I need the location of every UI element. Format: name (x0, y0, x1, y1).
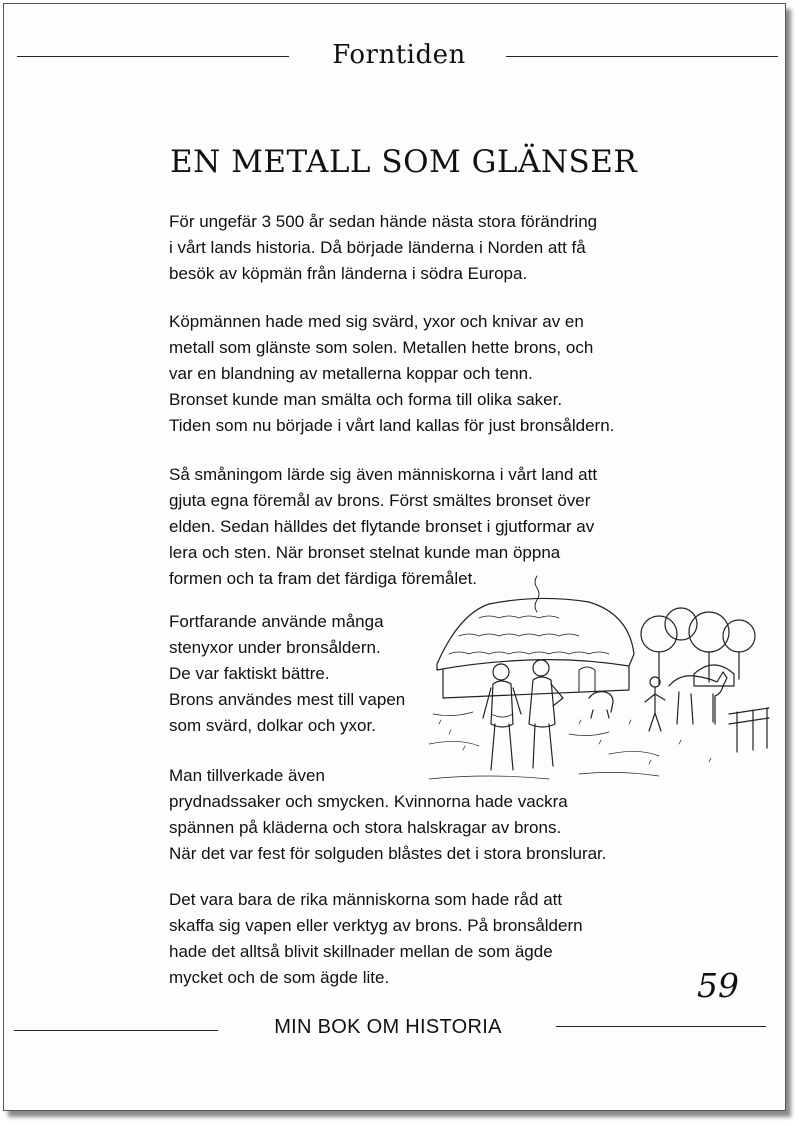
header-rule-left (17, 56, 289, 57)
header-rule-right (506, 56, 778, 57)
text-line: elden. Sedan hälldes det flytande bronset i gjutformar av (169, 517, 595, 536)
text-line: Fortfarande använde många (169, 612, 384, 631)
text-line: mycket och de som ägde lite. (169, 968, 390, 987)
text-line: För ungefär 3 500 år sedan hände nästa stora förändring (169, 212, 598, 231)
text-line: var en blandning av metallerna koppar och tenn. (169, 364, 533, 383)
paragraph-1 (169, 209, 597, 287)
footer-book-title: MIN BOK OM HISTORIA (274, 1016, 502, 1038)
text-line: Tiden som nu började i vårt land kallas för just bronsåldern. (169, 416, 615, 435)
chapter-title: EN METALL SOM GLÄNSER (170, 144, 638, 180)
paragraph-6 (169, 887, 583, 991)
bronze-age-village-illustration-icon (429, 574, 774, 789)
text-line: När det var fest för solguden blåstes det i stora bronslurar. (169, 844, 607, 863)
text-line: Köpmännen hade med sig svärd, yxor och knivar av en (169, 312, 584, 331)
text-line: i vårt lands historia. Då började länderna i Norden att få (169, 238, 586, 257)
text-line: lera och sten. När bronset stelnat kunde man öppna (169, 543, 561, 562)
text-line: De var faktiskt bättre. (169, 664, 330, 683)
text-line: Det vara bara de rika människorna som hade råd att (169, 890, 563, 909)
paragraph-3 (169, 462, 597, 592)
text-line: Så småningom lärde sig även människorna i vårt land att (169, 465, 598, 484)
text-line: Man tillverkade även (169, 766, 325, 785)
text-line: formen och ta fram det färdiga föremålet. (169, 569, 478, 588)
text-line: spännen på kläderna och stora halskragar av brons. (169, 818, 562, 837)
paragraph-2 (169, 309, 614, 439)
text-line: hade det alltså blivit skillnader mellan de som ägde (169, 942, 553, 961)
text-line: metall som glänste som solen. Metallen hette brons, och (169, 338, 594, 357)
text-line: stenyxor under bronsåldern. (169, 638, 381, 657)
page-number: 59 (697, 966, 739, 1005)
paragraph-4 (169, 609, 405, 739)
text-line: Bronset kunde man smälta och forma till olika saker. (169, 390, 563, 409)
text-line: gjuta egna föremål av brons. Först smältes bronset över (169, 491, 591, 510)
text-line: som svärd, dolkar och yxor. (169, 716, 376, 735)
text-line: besök av köpmän från länderna i södra Europa. (169, 264, 528, 283)
book-page (3, 3, 786, 1111)
text-line: skaffa sig vapen eller verktyg av brons. På bronsåldern (169, 916, 583, 935)
footer-rule-left (14, 1030, 218, 1031)
text-line: Brons användes mest till vapen (169, 690, 406, 709)
footer-rule-right (556, 1026, 766, 1027)
running-header-title: Forntiden (332, 40, 466, 70)
text-line: prydnadssaker och smycken. Kvinnorna hade vackra (169, 792, 568, 811)
